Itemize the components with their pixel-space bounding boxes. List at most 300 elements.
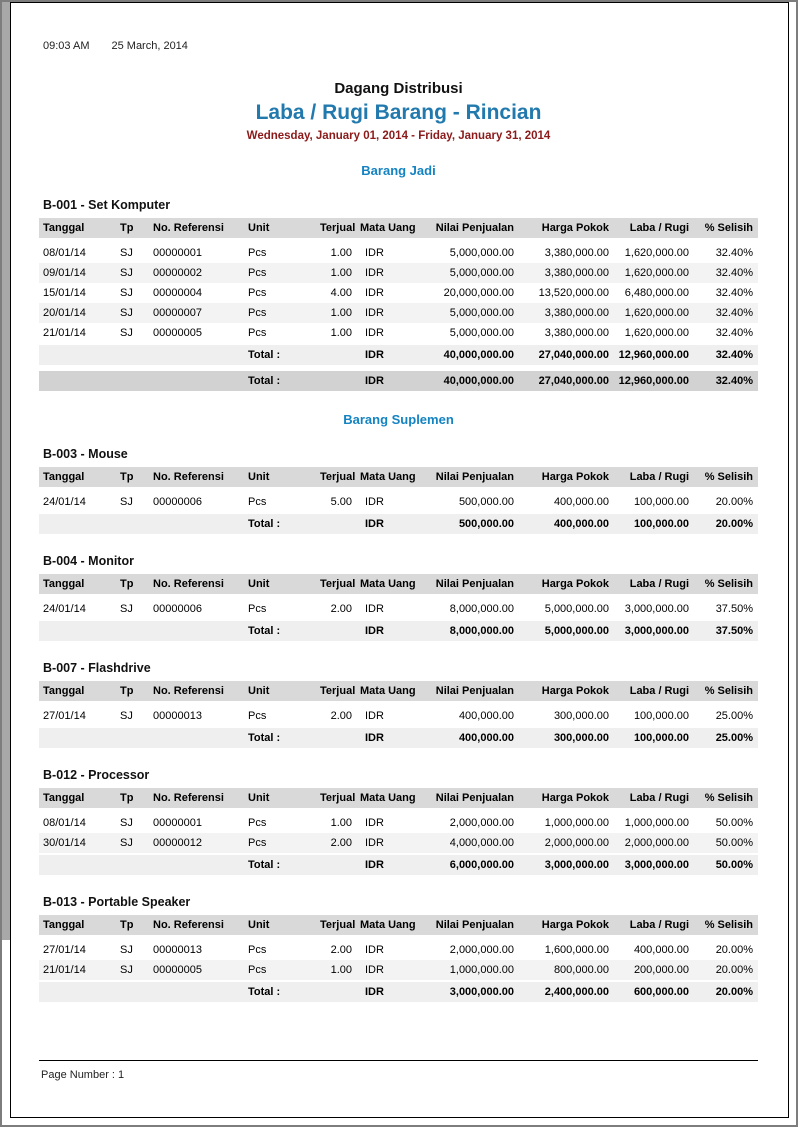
table-cell: 2.00 (330, 603, 352, 615)
item-total-row (39, 728, 758, 748)
table-cell: IDR (365, 307, 384, 319)
table-cell: 100,000.00 (633, 496, 689, 508)
table-cell (39, 982, 113, 1002)
table-cell: 100,000.00 (633, 732, 689, 744)
table-cell: SJ (120, 837, 133, 849)
table-cell: IDR (365, 964, 384, 976)
table-cell: 13,520,000.00 (538, 287, 609, 299)
table-cell: 500,000.00 (458, 496, 514, 508)
table-cell: SJ (120, 496, 133, 508)
column-header: Laba / Rugi (629, 222, 689, 234)
table-row (39, 706, 758, 726)
total-label: Total : (248, 625, 281, 637)
column-header: Terjual (320, 578, 356, 590)
table-cell: 32.40% (715, 349, 753, 361)
total-label: Total : (248, 518, 281, 530)
table-row (39, 960, 758, 980)
table-cell: 32.40% (715, 327, 753, 339)
table-cell: 5,000,000.00 (449, 307, 514, 319)
column-header: Tp (120, 919, 134, 931)
table-row (39, 283, 758, 303)
report-content (11, 40, 788, 1002)
table-cell: Pcs (248, 944, 267, 956)
column-header: Unit (248, 222, 270, 234)
column-header: Tanggal (43, 792, 85, 804)
table-cell: 21/01/14 (43, 327, 86, 339)
column-header: Unit (248, 792, 270, 804)
total-label: Total : (248, 375, 281, 387)
table-cell: IDR (365, 710, 384, 722)
table-cell: IDR (365, 603, 384, 615)
table-row (39, 813, 758, 833)
table-cell: 2,000,000.00 (624, 837, 689, 849)
table-cell: SJ (120, 327, 133, 339)
table-cell: 8,000,000.00 (449, 603, 514, 615)
table-cell (149, 371, 244, 391)
column-header: No. Referensi (153, 919, 224, 931)
table-cell: SJ (120, 307, 133, 319)
table-cell (149, 514, 244, 534)
table-cell (149, 621, 244, 641)
section-heading: Barang Jadi (361, 163, 436, 178)
column-header: Tp (120, 222, 134, 234)
column-header: Terjual (320, 685, 356, 697)
table-cell: 800,000.00 (553, 964, 609, 976)
table-cell: IDR (365, 817, 384, 829)
table-cell: 5.00 (330, 496, 352, 508)
total-label: Total : (248, 986, 281, 998)
table-rows (39, 813, 758, 853)
table-cell (113, 621, 149, 641)
table-cell (149, 345, 244, 365)
table-cell: 00000007 (153, 307, 202, 319)
table-cell: IDR (365, 518, 384, 530)
table-row (39, 833, 758, 853)
column-header: Laba / Rugi (629, 578, 689, 590)
column-header-row (39, 574, 758, 594)
page-number: Page Number : 1 (41, 1069, 125, 1081)
table-cell: 5,000,000.00 (449, 327, 514, 339)
timestamp (39, 40, 758, 52)
table-cell: 32.40% (715, 375, 753, 387)
column-header: Tanggal (43, 919, 85, 931)
table-cell: IDR (365, 837, 384, 849)
table-cell: 400,000.00 (553, 518, 609, 530)
item-total-row (39, 514, 758, 534)
column-header: Tanggal (43, 578, 85, 590)
table-cell (316, 371, 356, 391)
table-cell: IDR (365, 732, 384, 744)
table-cell: 2.00 (330, 944, 352, 956)
column-header: Harga Pokok (541, 578, 609, 590)
table-cell: 40,000,000.00 (443, 349, 514, 361)
table-cell: 1.00 (330, 964, 352, 976)
column-header: Harga Pokok (541, 792, 609, 804)
table-cell: Pcs (248, 817, 267, 829)
page-left-gutter (2, 2, 10, 940)
table-cell: 1,000,000.00 (449, 964, 514, 976)
column-header: Laba / Rugi (629, 685, 689, 697)
table-cell: 50.00% (715, 817, 753, 829)
report-page (10, 2, 789, 1118)
item-heading: B-013 - Portable Speaker (43, 895, 191, 909)
table-cell (113, 728, 149, 748)
column-header: % Selisih (704, 222, 753, 234)
report-period: Wednesday, January 01, 2014 - Friday, January 31, 2014 (246, 130, 551, 142)
item-total-row (39, 345, 758, 365)
table-cell: 300,000.00 (553, 710, 609, 722)
column-header-row (39, 788, 758, 808)
column-header: Nilai Penjualan (435, 471, 514, 483)
column-header: Tanggal (43, 471, 85, 483)
column-header: % Selisih (704, 471, 753, 483)
table-cell: 20/01/14 (43, 307, 86, 319)
table-cell: 24/01/14 (43, 603, 86, 615)
column-header: % Selisih (704, 792, 753, 804)
table-rows (39, 599, 758, 619)
table-cell: 2,400,000.00 (544, 986, 609, 998)
table-cell: 5,000,000.00 (449, 267, 514, 279)
table-rows (39, 243, 758, 343)
table-cell: 00000001 (153, 817, 202, 829)
table-cell: 20.00% (715, 944, 753, 956)
table-cell (113, 982, 149, 1002)
table-cell: SJ (120, 603, 133, 615)
column-header-row (39, 218, 758, 238)
table-cell: 1,620,000.00 (624, 327, 689, 339)
table-cell: 5,000,000.00 (544, 625, 609, 637)
table-cell: 4.00 (330, 287, 352, 299)
column-header: Harga Pokok (541, 685, 609, 697)
column-header: Unit (248, 578, 270, 590)
table-cell: 600,000.00 (633, 986, 689, 998)
table-cell: Pcs (248, 964, 267, 976)
table-cell: 3,380,000.00 (544, 247, 609, 259)
table-cell: 3,380,000.00 (544, 267, 609, 279)
table-cell: 50.00% (715, 837, 753, 849)
table-cell: IDR (365, 944, 384, 956)
column-header: Mata Uang (360, 222, 416, 234)
table-cell: 8,000,000.00 (449, 625, 514, 637)
column-header-row (39, 915, 758, 935)
table-cell (149, 855, 244, 875)
column-header: Nilai Penjualan (435, 685, 514, 697)
column-header: Tanggal (43, 222, 85, 234)
total-label: Total : (248, 349, 281, 361)
column-header: Tp (120, 685, 134, 697)
table-cell: 3,000,000.00 (624, 625, 689, 637)
section-heading: Barang Suplemen (343, 412, 454, 427)
table-cell: 00000012 (153, 837, 202, 849)
column-header: Harga Pokok (541, 471, 609, 483)
table-cell: 00000001 (153, 247, 202, 259)
table-row (39, 263, 758, 283)
table-cell: 27/01/14 (43, 944, 86, 956)
table-cell: 00000006 (153, 496, 202, 508)
table-cell: 1,000,000.00 (544, 817, 609, 829)
table-cell: 32.40% (715, 247, 753, 259)
table-cell: 27/01/14 (43, 710, 86, 722)
table-cell: 1,620,000.00 (624, 267, 689, 279)
table-cell (316, 345, 356, 365)
table-cell: 3,000,000.00 (544, 859, 609, 871)
table-cell: Pcs (248, 267, 267, 279)
table-cell: SJ (120, 287, 133, 299)
table-rows (39, 940, 758, 980)
column-header: Terjual (320, 792, 356, 804)
table-cell: 20.00% (715, 964, 753, 976)
column-header: Harga Pokok (541, 222, 609, 234)
table-row (39, 243, 758, 263)
table-cell: Pcs (248, 287, 267, 299)
item-total-row (39, 982, 758, 1002)
table-cell: 32.40% (715, 287, 753, 299)
column-header: Mata Uang (360, 471, 416, 483)
table-cell: 400,000.00 (458, 732, 514, 744)
table-cell: 1.00 (330, 327, 352, 339)
group-total-row (39, 371, 758, 391)
column-header: No. Referensi (153, 222, 224, 234)
table-cell: 37.50% (715, 603, 753, 615)
table-cell (113, 514, 149, 534)
column-header: % Selisih (704, 578, 753, 590)
table-cell: IDR (365, 375, 384, 387)
table-cell (113, 345, 149, 365)
table-cell: 2.00 (330, 837, 352, 849)
table-cell (113, 855, 149, 875)
table-cell: 25.00% (715, 732, 753, 744)
table-cell: 32.40% (715, 267, 753, 279)
table-cell (316, 982, 356, 1002)
table-cell: 3,000,000.00 (624, 603, 689, 615)
table-cell (149, 728, 244, 748)
column-header: Mata Uang (360, 792, 416, 804)
table-cell: SJ (120, 247, 133, 259)
table-cell: 3,000,000.00 (449, 986, 514, 998)
column-header: No. Referensi (153, 792, 224, 804)
table-cell: 1.00 (330, 817, 352, 829)
table-cell (39, 728, 113, 748)
table-cell: 27,040,000.00 (538, 349, 609, 361)
table-cell: 2.00 (330, 710, 352, 722)
print-date: 25 March, 2014 (111, 40, 188, 52)
page-footer (39, 1060, 758, 1081)
table-cell: SJ (120, 964, 133, 976)
item-total-row (39, 855, 758, 875)
table-cell: Pcs (248, 710, 267, 722)
table-cell: 3,000,000.00 (624, 859, 689, 871)
table-cell: 2,000,000.00 (544, 837, 609, 849)
table-row (39, 323, 758, 343)
total-label: Total : (248, 732, 281, 744)
table-cell: 1.00 (330, 267, 352, 279)
table-cell: 00000002 (153, 267, 202, 279)
table-cell: 21/01/14 (43, 964, 86, 976)
table-row (39, 940, 758, 960)
table-cell: 6,480,000.00 (624, 287, 689, 299)
table-cell (316, 621, 356, 641)
table-cell: IDR (365, 349, 384, 361)
table-cell: IDR (365, 986, 384, 998)
column-header: No. Referensi (153, 578, 224, 590)
table-cell: 08/01/14 (43, 247, 86, 259)
column-header: Unit (248, 685, 270, 697)
table-cell: 3,380,000.00 (544, 307, 609, 319)
table-cell: 25.00% (715, 710, 753, 722)
column-header: Unit (248, 471, 270, 483)
table-cell (39, 514, 113, 534)
table-cell: SJ (120, 817, 133, 829)
print-time: 09:03 AM (43, 40, 90, 52)
table-cell (316, 728, 356, 748)
table-rows (39, 706, 758, 726)
table-cell: 40,000,000.00 (443, 375, 514, 387)
column-header: % Selisih (704, 919, 753, 931)
table-cell: 400,000.00 (633, 944, 689, 956)
table-cell: 00000005 (153, 964, 202, 976)
table-cell: 3,380,000.00 (544, 327, 609, 339)
table-cell: 00000013 (153, 944, 202, 956)
table-cell: 30/01/14 (43, 837, 86, 849)
column-header: Mata Uang (360, 685, 416, 697)
table-cell: 27,040,000.00 (538, 375, 609, 387)
table-cell (39, 621, 113, 641)
column-header: Nilai Penjualan (435, 792, 514, 804)
table-cell: 00000004 (153, 287, 202, 299)
table-cell: 50.00% (715, 859, 753, 871)
table-cell: IDR (365, 859, 384, 871)
table-cell: SJ (120, 944, 133, 956)
table-cell: 5,000,000.00 (449, 247, 514, 259)
table-cell: 00000006 (153, 603, 202, 615)
table-cell (113, 371, 149, 391)
table-cell: 08/01/14 (43, 817, 86, 829)
table-cell: Pcs (248, 603, 267, 615)
table-cell (39, 855, 113, 875)
table-cell (316, 855, 356, 875)
table-cell (39, 345, 113, 365)
table-cell: 1,600,000.00 (544, 944, 609, 956)
table-row (39, 492, 758, 512)
column-header: Terjual (320, 919, 356, 931)
column-header: Nilai Penjualan (435, 222, 514, 234)
table-cell: SJ (120, 710, 133, 722)
table-cell: 1,620,000.00 (624, 307, 689, 319)
item-heading: B-001 - Set Komputer (43, 198, 171, 212)
table-cell: IDR (365, 327, 384, 339)
table-cell: 12,960,000.00 (618, 375, 689, 387)
table-row (39, 599, 758, 619)
table-cell: 37.50% (715, 625, 753, 637)
column-header: Nilai Penjualan (435, 919, 514, 931)
table-cell: 400,000.00 (458, 710, 514, 722)
table-cell: 00000013 (153, 710, 202, 722)
column-header: No. Referensi (153, 471, 224, 483)
table-cell: 200,000.00 (633, 964, 689, 976)
total-label: Total : (248, 859, 281, 871)
column-header: Unit (248, 919, 270, 931)
column-header: Tp (120, 578, 134, 590)
table-cell: Pcs (248, 247, 267, 259)
table-cell: 1,620,000.00 (624, 247, 689, 259)
table-cell: 300,000.00 (553, 732, 609, 744)
column-header: Nilai Penjualan (435, 578, 514, 590)
table-cell: 32.40% (715, 307, 753, 319)
table-cell: 100,000.00 (633, 518, 689, 530)
table-cell: 4,000,000.00 (449, 837, 514, 849)
table-cell: 20.00% (715, 986, 753, 998)
item-heading: B-004 - Monitor (43, 554, 134, 568)
table-cell: 15/01/14 (43, 287, 86, 299)
table-cell: 500,000.00 (458, 518, 514, 530)
table-cell: 6,000,000.00 (449, 859, 514, 871)
table-rows (39, 492, 758, 512)
column-header: Harga Pokok (541, 919, 609, 931)
table-cell: 100,000.00 (633, 710, 689, 722)
table-cell: 20.00% (715, 496, 753, 508)
table-cell: 12,960,000.00 (618, 349, 689, 361)
column-header: Laba / Rugi (629, 919, 689, 931)
column-header: % Selisih (704, 685, 753, 697)
table-cell (39, 371, 113, 391)
table-cell: 2,000,000.00 (449, 944, 514, 956)
company-name: Dagang Distribusi (334, 80, 463, 97)
table-cell: 1,000,000.00 (624, 817, 689, 829)
table-cell: IDR (365, 287, 384, 299)
item-heading: B-012 - Processor (43, 768, 150, 782)
item-total-row (39, 621, 758, 641)
table-cell: Pcs (248, 837, 267, 849)
column-header: Tp (120, 471, 134, 483)
table-cell (316, 514, 356, 534)
table-cell: SJ (120, 267, 133, 279)
table-cell: 1.00 (330, 307, 352, 319)
table-cell: IDR (365, 267, 384, 279)
column-header: Mata Uang (360, 578, 416, 590)
table-cell: Pcs (248, 496, 267, 508)
column-header: Terjual (320, 471, 356, 483)
item-heading: B-007 - Flashdrive (43, 661, 151, 675)
column-header: Tp (120, 792, 134, 804)
column-header-row (39, 467, 758, 487)
column-header: Laba / Rugi (629, 471, 689, 483)
column-header: Mata Uang (360, 919, 416, 931)
table-cell: IDR (365, 247, 384, 259)
report-body (39, 163, 758, 1002)
table-cell: Pcs (248, 307, 267, 319)
table-cell: 1.00 (330, 247, 352, 259)
column-header: No. Referensi (153, 685, 224, 697)
table-cell: 24/01/14 (43, 496, 86, 508)
table-cell: IDR (365, 496, 384, 508)
table-cell: IDR (365, 625, 384, 637)
table-cell: 00000005 (153, 327, 202, 339)
column-header: Tanggal (43, 685, 85, 697)
table-cell: 5,000,000.00 (544, 603, 609, 615)
table-cell: 20.00% (715, 518, 753, 530)
table-cell: 20,000,000.00 (443, 287, 514, 299)
table-cell (149, 982, 244, 1002)
column-header: Laba / Rugi (629, 792, 689, 804)
table-cell: 09/01/14 (43, 267, 86, 279)
item-heading: B-003 - Mouse (43, 447, 128, 461)
table-cell: Pcs (248, 327, 267, 339)
column-header: Terjual (320, 222, 356, 234)
table-cell: 400,000.00 (553, 496, 609, 508)
report-title: Laba / Rugi Barang - Rincian (255, 101, 542, 124)
table-row (39, 303, 758, 323)
column-header-row (39, 681, 758, 701)
